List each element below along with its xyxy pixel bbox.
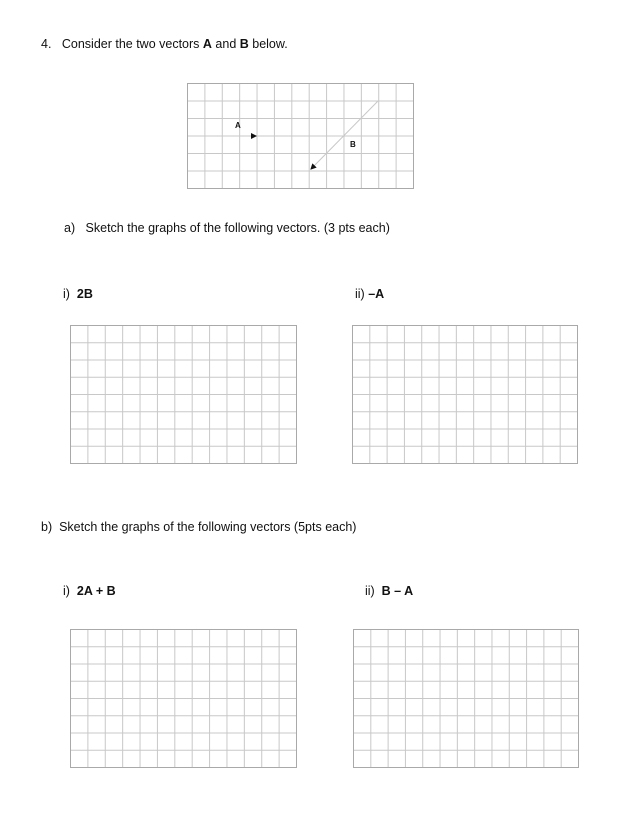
question-number: 4. xyxy=(41,37,52,51)
vector-b-name: B xyxy=(239,37,249,51)
item-number: ii) xyxy=(355,287,365,301)
part-a-instruction xyxy=(64,222,390,235)
part-a-item-2-label xyxy=(355,288,384,301)
answer-grid-a-ii[interactable] xyxy=(352,325,578,464)
vector-b-arrow xyxy=(311,101,378,169)
reference-grid-lines xyxy=(188,84,414,189)
item-number: i) xyxy=(63,287,70,301)
part-b-item-2-label xyxy=(365,585,413,598)
vector-reference-figure xyxy=(187,83,414,189)
question-text-post: below. xyxy=(248,37,288,51)
part-b-text: Sketch the graphs of the following vectors (5pts each) xyxy=(59,520,357,534)
question-text-and: and xyxy=(211,37,240,51)
question-text-pre: Consider the two vectors xyxy=(61,37,203,51)
item-number: ii) xyxy=(365,584,375,598)
answer-grid-b-i[interactable] xyxy=(70,629,297,768)
item-expression: B – A xyxy=(381,584,414,598)
item-expression: 2A + B xyxy=(76,584,116,598)
part-b-marker: b) xyxy=(41,520,53,534)
item-expression: 2B xyxy=(76,287,93,301)
answer-grid-b-ii[interactable] xyxy=(353,629,579,768)
part-a-text: Sketch the graphs of the following vectors. (3 pts each) xyxy=(85,221,390,235)
item-expression: –A xyxy=(368,287,385,301)
question-header xyxy=(41,38,288,51)
vector-b-label: B xyxy=(350,140,356,149)
part-b-item-1-label xyxy=(63,585,116,598)
vector-a-label: A xyxy=(235,121,241,130)
item-number: i) xyxy=(63,584,70,598)
part-b-instruction xyxy=(41,521,356,534)
part-a-marker: a) xyxy=(64,221,76,235)
part-a-item-1-label xyxy=(63,288,93,301)
answer-grid-a-i[interactable] xyxy=(70,325,297,464)
vector-a-name: A xyxy=(202,37,212,51)
